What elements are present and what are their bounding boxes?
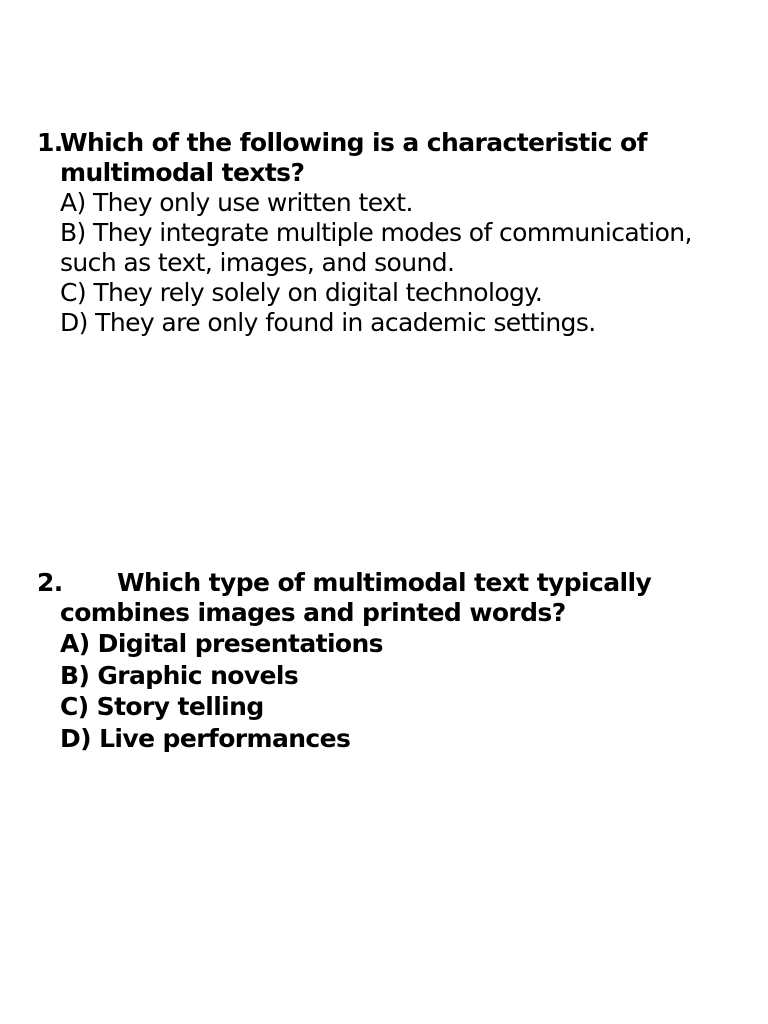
question-text: Which of the following is a characteristic of multimodal texts?	[60, 128, 647, 187]
question-number: 2.	[37, 568, 63, 597]
option-d: D) Live performances	[60, 723, 351, 753]
answer-options	[37, 628, 737, 754]
option-b: B) Graphic novels	[60, 660, 299, 690]
question-text: Which type of multimodal text typically combines images and printed words?	[60, 568, 652, 627]
option-a: A) They only use written text.	[60, 188, 413, 217]
question-2	[37, 568, 737, 754]
option-c: C) They rely solely on digital technology.	[60, 278, 543, 307]
option-a: A) Digital presentations	[60, 629, 383, 658]
question-stem	[37, 128, 737, 188]
question-number: 1.	[37, 128, 63, 157]
option-b: B) They integrate multiple modes of communication, such as text, images, and sound.	[60, 218, 692, 277]
question-1	[37, 128, 737, 338]
option-c: C) Story telling	[60, 692, 264, 721]
option-d: D) They are only found in academic settings.	[60, 308, 596, 337]
question-stem	[37, 568, 737, 628]
answer-options	[37, 188, 737, 338]
